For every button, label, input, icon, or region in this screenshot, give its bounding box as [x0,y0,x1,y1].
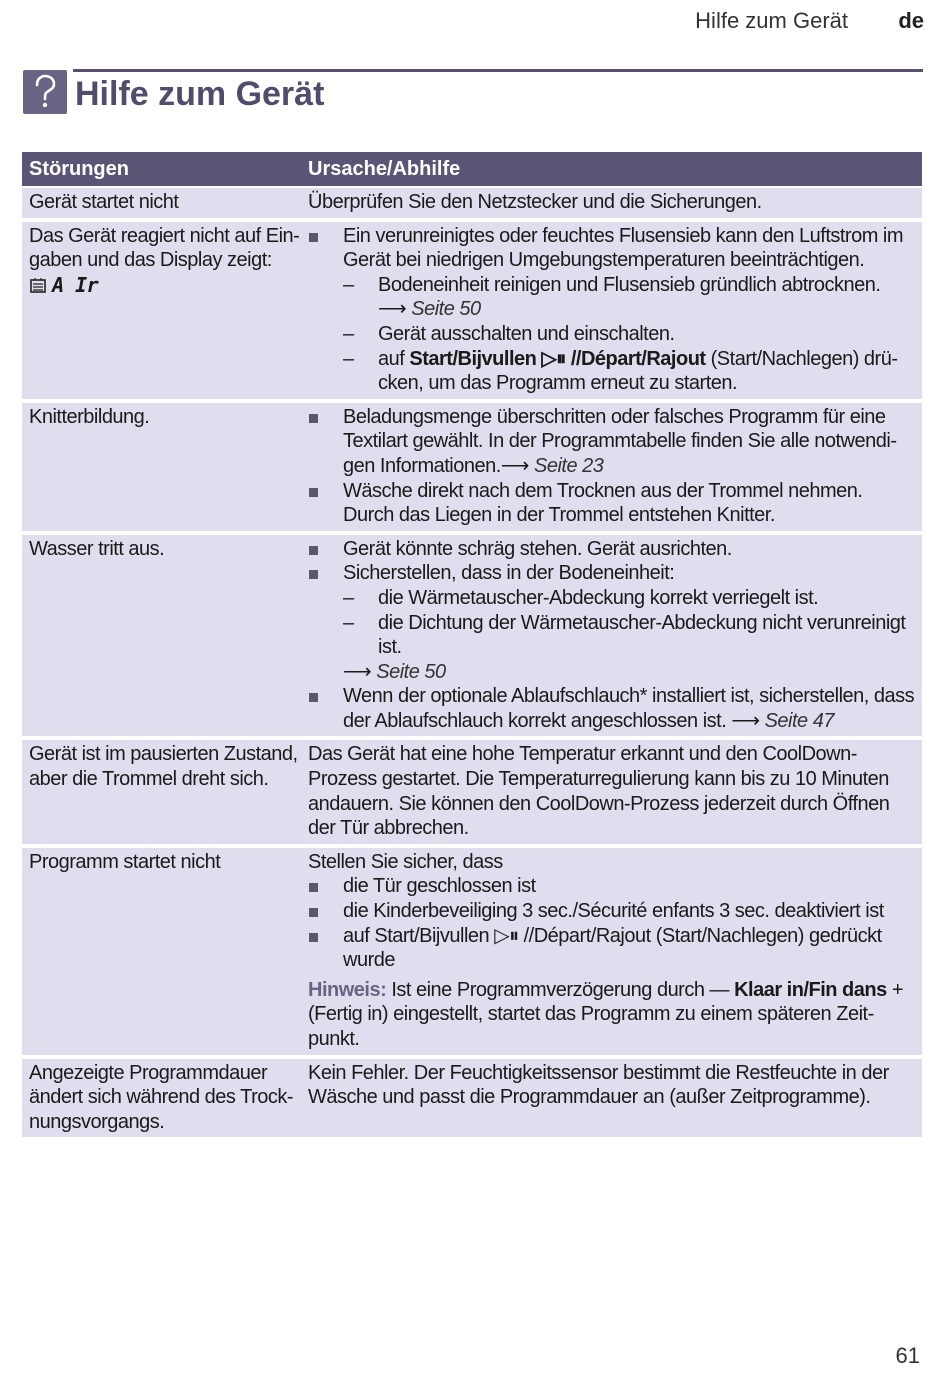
cause-cell [308,848,922,1055]
cause-cell: Das Gerät hat eine hohe Temperatur erkannt und den CoolDown-Prozess gestartet. Die Temperaturregulierung kann bis zu 10 Minuten andauern. Sie können den CoolDown-Prozess jederzeit durch Öffnen der Tür abbrechen. [308,743,890,840]
hint-note: Hinweis: Ist eine Programmverzögerung durch — Klaar in/Fin dans + (Fertig in) eingestellt, startet das Programm zu einem späteren Zeitpunkt. [308,978,903,1050]
cause-cell [308,403,922,531]
list-item: die Tür geschlossen ist [308,874,916,899]
column-header-faults: Störungen [29,157,129,180]
list-item: Wenn der optionale Ablaufschlauch* installiert ist, sicherstellen, dass der Ablaufschlauch korrekt angeschlossen ist. ⟶ Seite 47 [308,684,916,733]
lint-filter-icon [29,276,47,294]
fault-cell: Programm startet nicht [29,850,221,873]
list-item: Beladungsmenge überschritten oder falsches Programm für eine Textilart gewählt. In der Programmtabelle finden Sie alle notwendigen Informationen.⟶ Seite 23 [308,405,916,479]
list-item: Sicherstellen, dass in der Bodeneinheit: [308,561,916,586]
list-item: – auf Start/Bijvullen ▷⏸ //Départ/Rajout (Start/Nachlegen) drücken, um das Programm erneut zu starten. [343,347,899,395]
page-reference: ⟶ Seite 50 [378,298,481,321]
fault-cell [22,222,308,399]
list-item: Gerät könnte schräg stehen. Gerät ausrichten. [308,537,916,562]
section-title: Hilfe zum Gerät [75,75,325,113]
table-row [22,848,922,1059]
intro-text: Stellen Sie sicher, dass [308,850,503,873]
table-row [22,1059,922,1142]
table-row [22,403,922,535]
question-icon [23,70,67,114]
table-row [22,740,922,847]
list-item: auf Start/Bijvullen ▷⏸ //Départ/Rajout (Start/Nachlegen) gedrückt wurde [308,924,916,973]
running-header-title: Hilfe zum Gerät [695,8,848,33]
fault-text: Das Gerät reagiert nicht auf Eingaben und das Display zeigt: [29,224,300,272]
table-row [22,535,922,741]
table-row [22,188,922,222]
fault-cell: Angezeigte Programmdauer ändert sich während des Trocknungsvorgangs. [29,1061,294,1133]
table-row [22,222,922,403]
fault-cell: Gerät startet nicht [29,191,179,213]
troubleshooting-table [22,152,922,1141]
list-item: – die Dichtung der Wärmetauscher-Abdeckung nicht verunreinigt ist. [343,611,906,659]
list-item: die Kinderbeveiliging 3 sec./Sécurité enfants 3 sec. deaktiviert ist [308,899,916,924]
display-text: A Ir [52,272,99,297]
list-item: Ein verunreinigtes oder feuchtes Flusensieb kann den Luftstrom im Gerät bei niedrigen Umgebungstemperaturen beeinträchtigen. [308,224,916,273]
list-item: – Bodeneinheit reinigen und Flusensieb gründlich abtrocknen. [343,273,881,296]
language-code: de [898,8,924,33]
cause-cell [308,535,922,737]
list-item: Wäsche direkt nach dem Trocknen aus der Trommel nehmen. Durch das Liegen in der Trommel entstehen Knitter. [308,479,916,528]
fault-cell: Knitterbildung. [29,405,150,428]
cause-cell: Überprüfen Sie den Netzstecker und die Sicherungen. [308,191,762,213]
page-reference: ⟶ Seite 50 [343,660,446,683]
list-item: – Gerät ausschalten und einschalten. [343,322,675,345]
hint-label: Hinweis: [308,978,387,1001]
column-header-causes: Ursache/Abhilfe [308,157,461,180]
cause-cell [308,222,922,399]
display-code [29,272,99,297]
header-rule [73,69,923,72]
table-header [22,152,922,188]
list-item: – die Wärmetauscher-Abdeckung korrekt verriegelt ist. [343,586,819,609]
fault-cell: Wasser tritt aus. [29,537,165,560]
page-number: 61 [895,1343,920,1368]
cause-cell: Kein Fehler. Der Feuchtigkeitssensor bestimmt die Restfeuchte in der Wäsche und passt die Programmdauer an (außer Zeitprogramme). [308,1061,889,1109]
fault-cell: Gerät ist im pausierten Zustand, aber die Trommel dreht sich. [29,743,298,791]
